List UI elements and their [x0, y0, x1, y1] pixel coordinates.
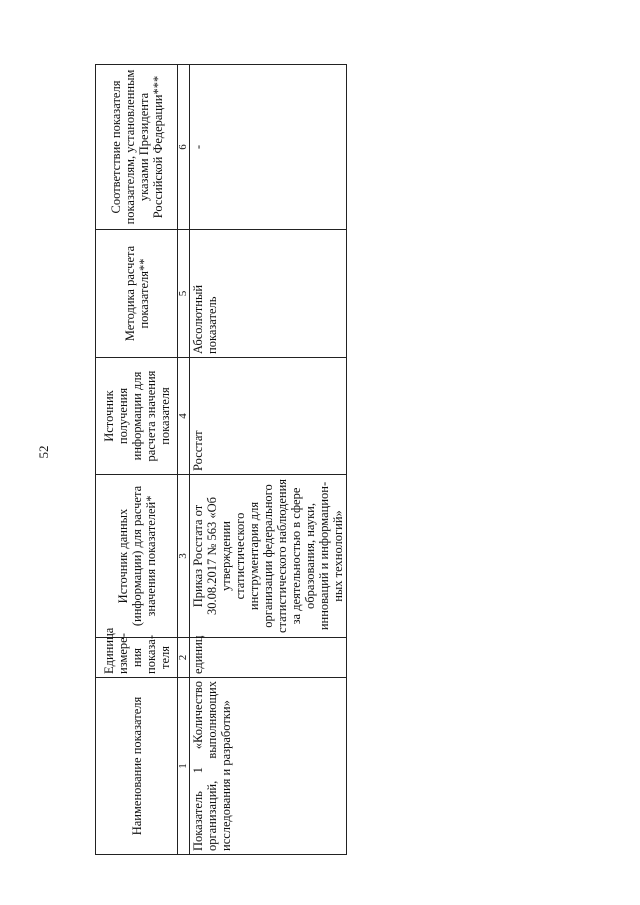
- cell-compliance: -: [190, 65, 347, 230]
- header-unit: Единица измере-ния показа-теля: [96, 638, 178, 678]
- header-data-source: Источник данных (информации) для расчета значения показателей*: [96, 475, 178, 638]
- indicator-table-container: [95, 65, 345, 855]
- column-number: 3: [178, 475, 190, 638]
- column-number: 6: [178, 65, 190, 230]
- cell-indicator-name: Показатель 1 «Количество организаций, выполняющих исследования и разработки»: [190, 678, 347, 855]
- header-compliance: Соответствие показателя показателям, установленным указами Президента Российской Федерации***: [96, 65, 178, 230]
- page-number: 52: [36, 445, 51, 459]
- cell-data-source: Приказ Росстата от 30.08.2017 № 563 «Об утверждении статистического инструментария для организации федерального статистического наблюдения за деятельностью в сфере образования, науки, инноваций и информацион-ных технологий»: [190, 475, 347, 638]
- column-number-row: [178, 65, 190, 855]
- cell-info-source: Росстат: [190, 358, 347, 475]
- cell-method: Абсолютный показатель: [190, 230, 347, 358]
- column-number: 1: [178, 678, 190, 855]
- table-header-row: [96, 65, 178, 855]
- cell-unit: единиц: [190, 638, 347, 678]
- table-row: [190, 65, 347, 855]
- column-number: 2: [178, 638, 190, 678]
- header-indicator-name: Наименование показателя: [96, 678, 178, 855]
- header-method: Методика расчета показателя**: [96, 230, 178, 358]
- header-info-source: Источник получения информации для расчета значения показателя: [96, 358, 178, 475]
- indicator-table: [95, 64, 347, 855]
- column-number: 4: [178, 358, 190, 475]
- column-number: 5: [178, 230, 190, 358]
